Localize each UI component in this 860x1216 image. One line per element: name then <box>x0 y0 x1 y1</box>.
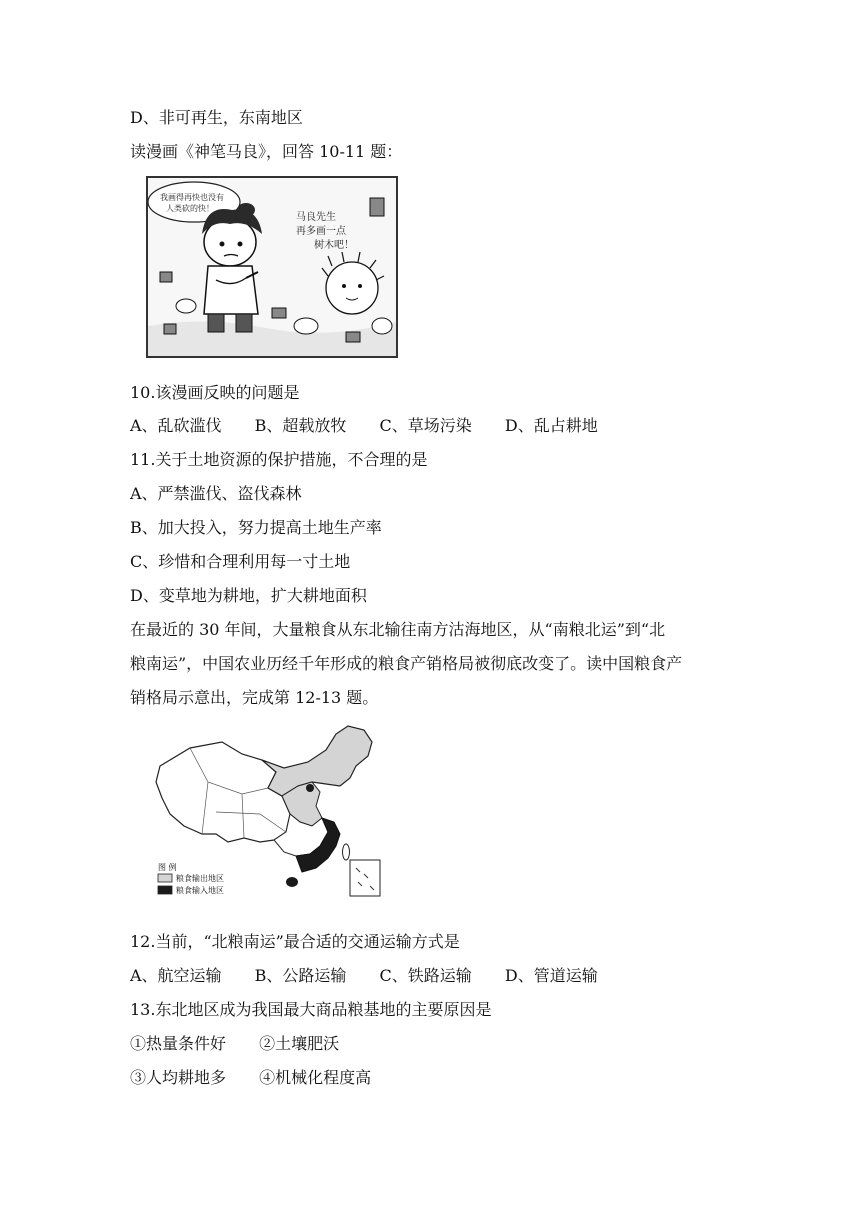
q13-choice-2: ②土壤肥沃 <box>259 1034 340 1053</box>
q13-choice-3: ③人均耕地多 <box>130 1068 227 1087</box>
cartoon-bubble-left-line2: 人类砍的快！ <box>166 204 214 213</box>
q10-options <box>130 416 598 436</box>
q11-option-d: D、变草地为耕地，扩大耕地面积 <box>130 586 367 605</box>
map-legend-title: 图 例 <box>158 863 177 872</box>
q12-options <box>130 966 598 986</box>
q9-option-d: D、非可再生，东南地区 <box>130 108 303 127</box>
q11-option-a: A、严禁滥伐、盗伐森林 <box>130 484 302 503</box>
china-grain-map <box>150 722 386 900</box>
q13-choices-row2 <box>130 1068 371 1088</box>
q10-option-a: A、乱砍滥伐 <box>130 416 222 435</box>
cartoon-bubble-right-line3: 树木吧！ <box>314 240 354 251</box>
q13-stem: 13.东北地区成为我国最大商品粮基地的主要原因是 <box>130 1000 492 1019</box>
cartoon-bubble-right-line2: 再多画一点 <box>296 226 346 237</box>
q11-option-b: B、加大投入，努力提高土地生产率 <box>130 518 382 537</box>
map-region-import-hainan <box>286 877 298 887</box>
q13-choices-row1 <box>130 1034 339 1054</box>
map-legend-export-swatch <box>158 874 172 882</box>
passage-line-1: 在最近的 30 年间，大量粮食从东北输往南方沽海地区，从“南粮北运”到“北 <box>130 620 666 639</box>
q12-option-d: D、管道运输 <box>504 966 598 985</box>
cartoon-bubble-left-line1: 我画得再快也没有 <box>160 193 224 202</box>
q12-stem: 12.当前，“北粮南运”最合适的交通运输方式是 <box>130 932 460 951</box>
q12-option-a: A、航空运输 <box>130 966 222 985</box>
q10-stem: 10.该漫画反映的问题是 <box>130 383 300 402</box>
cartoon-figure <box>146 176 398 358</box>
q13-choice-1: ①热量条件好 <box>130 1034 227 1053</box>
q13-choice-4: ④机械化程度高 <box>259 1068 372 1087</box>
passage-line-3: 销格局示意出，完成第 12-13 题。 <box>130 688 379 707</box>
map-legend-import-swatch <box>158 886 172 894</box>
map-region-import-beijing <box>306 784 314 792</box>
q10-option-c: C、草场污染 <box>379 416 472 435</box>
map-legend-export-label: 粮食输出地区 <box>176 874 224 883</box>
q12-option-b: B、公路运输 <box>254 966 347 985</box>
q11-option-c: C、珍惜和合理利用每一寸土地 <box>130 552 351 571</box>
q12-option-c: C、铁路运输 <box>379 966 472 985</box>
cartoon-intro: 读漫画《神笔马良》，回答 10-11 题： <box>130 142 403 161</box>
q10-option-d: D、乱占耕地 <box>504 416 598 435</box>
cartoon-bubble-right-line1: 马良先生 <box>296 212 336 223</box>
passage-line-2: 粮南运”，中国农业历经千年形成的粮食产销格局被彻底改变了。读中国粮食产 <box>130 654 683 673</box>
map-legend-import-label: 粮食输入地区 <box>176 886 224 895</box>
q11-stem: 11.关于土地资源的保护措施，不合理的是 <box>130 450 428 469</box>
q10-option-b: B、超载放牧 <box>254 416 347 435</box>
